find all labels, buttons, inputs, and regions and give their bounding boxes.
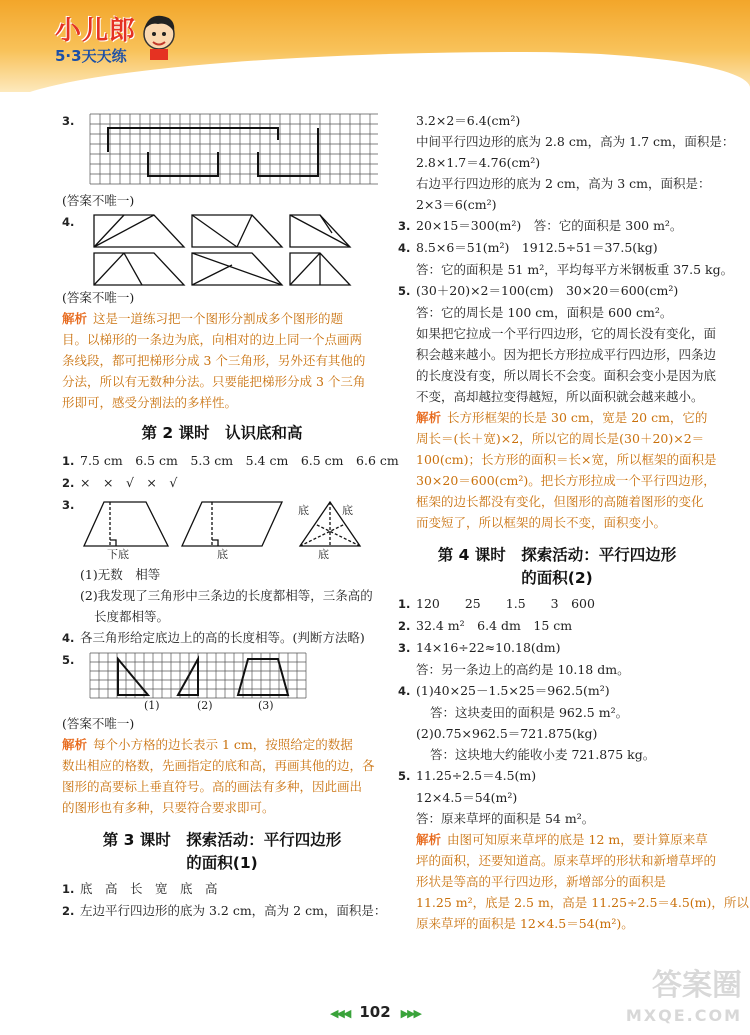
analysis-text: 分法，所以有无数种分法。只要能把梯形分成 3 个三角 — [62, 374, 366, 389]
answer-text: (2)0.75×962.5＝721.875(kg) — [416, 726, 598, 741]
answer-line — [398, 215, 716, 237]
answer-text: 120 25 1.5 3 600 — [416, 596, 595, 611]
brand-series: 5·3天天练 — [55, 47, 127, 65]
answer-text: 11.25÷2.5＝4.5(m) — [416, 768, 537, 783]
answer-line — [398, 765, 716, 787]
right-column — [398, 110, 749, 934]
question-number: 3. — [398, 219, 411, 233]
brand-title: 小儿郎 — [55, 16, 137, 46]
triangle-base-label: 底 — [318, 548, 329, 561]
left-column — [62, 110, 399, 922]
analysis-text: 框架的边长都没有变化，但图形的高随着图形的变化 — [416, 494, 704, 509]
analysis-1 — [62, 308, 382, 329]
lesson-4-title: 第 4 课时 探索活动：平行四边形 — [437, 546, 677, 564]
question-number: 5. — [398, 284, 411, 298]
question-number: 2. — [62, 476, 75, 490]
answer-line — [398, 593, 716, 615]
analysis-text: 长方形框架的长是 30 cm，宽是 20 cm，它的 — [447, 410, 708, 425]
analysis-text: 图形的高要标上垂直符号。高的画法有多种，因此画出 — [62, 779, 363, 794]
next-arrows-icon: ▶▶▶ — [400, 1007, 421, 1020]
analysis-text: 数出相应的格数，先画指定的底和高，再画其他的边，各 — [62, 758, 375, 773]
answer-text: (30＋20)×2＝100(cm) 30×20＝600(cm²) — [416, 283, 679, 298]
analysis-text: 形状是等高的平行四边形，新增部分的面积是 — [416, 874, 667, 889]
q4-figure-row — [62, 211, 382, 287]
answer-text: 12×4.5＝54(m²) — [416, 790, 518, 805]
answer-text: 积会越来越小。因为把长方形拉成平行四边形，四条边 — [416, 347, 717, 362]
answer-text: 如果把它拉成一个平行四边形，它的周长没有变化，面 — [416, 326, 717, 341]
analysis-tag: 解析 — [416, 832, 442, 847]
brand-logo — [55, 10, 136, 66]
lesson-2-title: 第 2 课时 认识底和高 — [141, 424, 303, 442]
answer-text: 答：这块地大约能收小麦 721.875 kg。 — [430, 747, 656, 762]
analysis-text: 100(cm)；长方形的面积＝长×宽，所以框架的面积是 — [416, 452, 717, 467]
mascot-icon — [138, 12, 180, 62]
question-number: 4. — [62, 631, 75, 645]
height-figures-row — [62, 494, 382, 564]
answer-text: 长度都相等。 — [94, 609, 170, 624]
answer-line — [62, 900, 387, 922]
answer-text: 的长度没有变，所以周长不会变。面积会变小是因为底 — [416, 368, 717, 383]
answer-line — [62, 627, 382, 649]
answer-text: 左边平行四边形的底为 3.2 cm，高为 2 cm，面积是： — [80, 903, 387, 918]
answer-text: 答：原来草坪的面积是 54 m²。 — [416, 811, 595, 826]
analysis-text: 每个小方格的边长表示 1 cm，按照给定的数据 — [93, 737, 353, 752]
answer-text: 2×3＝6(cm²) — [416, 197, 497, 212]
trapezoid-division-figures — [92, 213, 352, 287]
answer-line — [62, 450, 399, 472]
answer-text: 答：另一条边上的高约是 10.18 dm。 — [416, 662, 630, 677]
question-number: 4. — [398, 684, 411, 698]
answer-text: 答：它的周长是 100 cm，面积是 600 cm²。 — [416, 305, 673, 320]
lesson-3-subtitle: 的面积(1) — [186, 854, 258, 872]
figure-label: (2) — [197, 699, 213, 712]
answer-text: 14×16÷22≈10.18(dm) — [416, 640, 561, 655]
answer-text: 中间平行四边形的底为 2.8 cm，高为 1.7 cm，面积是： — [416, 134, 735, 149]
question-number: 4. — [62, 215, 75, 229]
figure-label: (1) — [144, 699, 160, 712]
answer-line — [398, 615, 716, 637]
question-number: 2. — [62, 904, 75, 918]
analysis-4 — [398, 829, 716, 850]
parallelogram-base-label: 底 — [217, 548, 228, 561]
answer-line — [398, 680, 716, 702]
analysis-text: 30×20＝600(cm²)。把长方形拉成一个平行四边形， — [416, 473, 716, 488]
question-number: 1. — [398, 597, 411, 611]
analysis-text: 坪的面积，还要知道高。原来草坪的形状和新增草坪的 — [416, 853, 717, 868]
watermark-title: 答案圈 — [652, 968, 742, 1003]
answer-line — [398, 237, 716, 259]
question-number: 3. — [62, 498, 75, 512]
analysis-text: 这是一道练习把一个图形分割成多个图形的题 — [93, 311, 344, 326]
triangle-base-label: 底 — [298, 504, 309, 517]
answer-text: 2.8×1.7＝4.76(cm²) — [416, 155, 541, 170]
question-number: 5. — [62, 653, 75, 667]
watermark-url: MXQE.COM — [625, 1006, 742, 1025]
question-number: 1. — [62, 454, 75, 468]
answer-text: 20×15＝300(m²) 答：它的面积是 300 m²。 — [416, 218, 683, 233]
question-number: 5. — [398, 769, 411, 783]
analysis-text: 原来草坪的面积是 12×4.5＝54(m²)。 — [416, 916, 634, 931]
answer-line — [398, 280, 716, 302]
analysis-3 — [398, 407, 716, 428]
question-number: 3. — [398, 641, 411, 655]
answer-text: × × √ × √ — [80, 475, 178, 490]
q5-figure-row — [62, 649, 382, 713]
answer-text: 各三角形给定底边上的高的长度相等。(判断方法略) — [80, 630, 365, 645]
lesson-3-title: 第 3 课时 探索活动：平行四边形 — [102, 831, 342, 849]
lesson-4-subtitle: 的面积(2) — [521, 569, 593, 587]
answer-line — [62, 472, 382, 494]
question-number: 3. — [62, 114, 75, 128]
watermark — [625, 968, 742, 1031]
figure-label: (3) — [258, 699, 274, 712]
answer-text: 8.5×6＝51(m²) 1912.5÷51＝37.5(kg) — [416, 240, 658, 255]
analysis-tag: 解析 — [62, 737, 88, 752]
answer-text: 3.2×2＝6.4(cm²) — [416, 113, 521, 128]
analysis-text: 11.25 m²，底是 2.5 m，高是 11.25÷2.5＝4.5(m)，所以 — [416, 895, 749, 910]
q3-note: (答案不唯一) — [62, 193, 135, 208]
answer-text: 不变，高却越拉变得越短，所以面积就会越来越小。 — [416, 389, 704, 404]
answer-text: (1)40×25－1.5×25＝962.5(m²) — [416, 683, 610, 698]
q3-figure-row — [62, 110, 382, 190]
question-number: 1. — [62, 882, 75, 896]
answer-text: 答：这块麦田的面积是 962.5 m²。 — [430, 705, 629, 720]
analysis-text: 周长＝(长＋宽)×2，所以它的周长是(30＋20)×2＝ — [416, 431, 705, 446]
analysis-tag: 解析 — [62, 311, 88, 326]
grid-figure-q5 — [88, 651, 338, 701]
analysis-2 — [62, 734, 382, 755]
grid-figure-q3 — [88, 112, 378, 188]
answer-line — [398, 637, 716, 659]
analysis-text: 由图可知原来草坪的底是 12 m，要计算原来草 — [447, 832, 708, 847]
trapezoid-base-label: 下底 — [107, 548, 129, 561]
analysis-text: 条线段，都可把梯形分成 3 个三角形，另外还有其他的 — [62, 353, 366, 368]
answer-text: 32.4 m² 6.4 dm 15 cm — [416, 618, 573, 633]
answer-text: 底 高 长 宽 底 高 — [80, 881, 218, 896]
analysis-text: 的图形也有多种，只要符合要求即可。 — [62, 800, 275, 815]
answer-text: 7.5 cm 6.5 cm 5.3 cm 5.4 cm 6.5 cm 6.6 cm — [80, 453, 399, 468]
answer-text: 右边平行四边形的底为 2 cm，高为 3 cm，面积是： — [416, 176, 711, 191]
analysis-text: 目。以梯形的一条边为底，向相对的边上同一个点画两 — [62, 332, 363, 347]
analysis-tag: 解析 — [416, 410, 442, 425]
question-number: 4. — [398, 241, 411, 255]
question-number: 2. — [398, 619, 411, 633]
answer-text: 答：它的面积是 51 m²，平均每平方米钢板重 37.5 kg。 — [416, 262, 734, 277]
analysis-text: 而变短了，所以框架的周长不变，面积变小。 — [416, 515, 667, 530]
analysis-text: 形即可，感受分割法的多样性。 — [62, 395, 238, 410]
q4-note: (答案不唯一) — [62, 290, 135, 305]
q5-note: (答案不唯一) — [62, 716, 135, 731]
page-number: 102 — [359, 1003, 391, 1021]
prev-arrows-icon: ◀◀◀ — [329, 1007, 350, 1020]
answer-line — [62, 878, 382, 900]
answer-text: (1)无数 相等 — [80, 567, 161, 582]
answer-text: (2)我发现了三角形中三条边的长度都相等，三条高的 — [80, 588, 373, 603]
triangle-base-label: 底 — [342, 504, 353, 517]
